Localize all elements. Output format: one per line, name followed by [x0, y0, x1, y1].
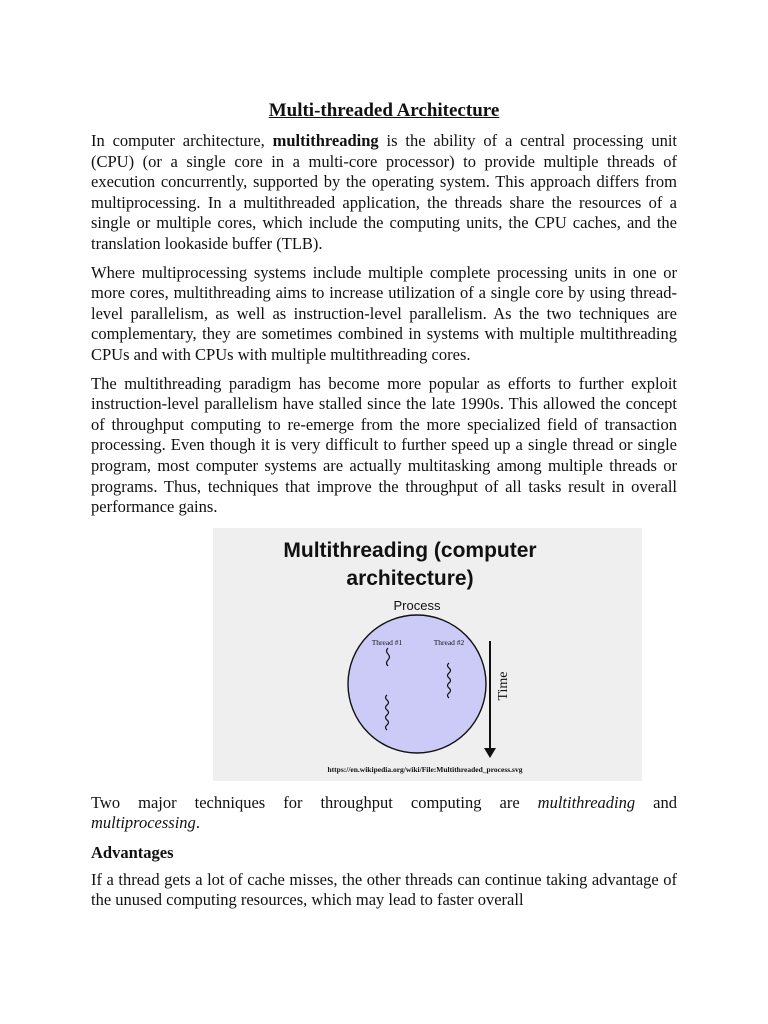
thread1-label: Thread #1 [371, 637, 403, 647]
time-label: Time [496, 671, 511, 701]
paragraph-techniques-end: . [195, 813, 200, 833]
process-label: Process [393, 597, 441, 613]
paragraph-advantages: If a thread gets a lot of cache misses, the other threads can continue taking advantage of the unused computing resources, which may lead to faster overall [91, 869, 677, 910]
paragraph-intro-start: In computer architecture, [91, 131, 273, 150]
multithreading-figure [213, 528, 642, 781]
paragraph-multiprocessing: Where multiprocessing systems include multiple complete processing units in one or more cores, multithreading aims to increase utilization of a single core by using thread-level parallelism, as well as instruction-level parallelism. As the two techniques are complementary, they are sometimes combined in systems with multiple multithreading CPUs and with CPUs with multiple multithreading cores. [91, 262, 677, 364]
figure-source: https://en.wikipedia.org/wiki/File:Multithreaded_process.svg [327, 764, 523, 774]
page-title: Multi-threaded Architecture [268, 100, 500, 121]
term-multithreading-italic: multithreading [537, 792, 636, 812]
paragraph-paradigm: The multithreading paradigm has become more popular as efforts to further exploit instruction-level parallelism have stalled since the late 1990s. This allowed the concept of throughput computing to re-emerge from the more specialized field of transaction processing. Even though it is very difficult to further speed up a single thread or single program, most computer systems are actually multitasking among multiple threads or programs. Thus, techniques that improve the throughput of all tasks result in overall performance gains. [91, 373, 677, 517]
multithreading-diagram [213, 528, 642, 781]
paragraph-techniques-mid: and [635, 792, 678, 812]
paragraph-intro-rest: is the ability of a central processing unit (CPU) (or a single core in a multi-core processor) to provide multiple threads of execution concurrently, supported by the operating system. This approach differs from multiprocessing. In a multithreaded application, the threads share the resources of a single or multiple cores, which include the computing units, the CPU caches, and the translation lookaside buffer (TLB). [91, 131, 677, 253]
figure-title-line1: Multithreading (computer [283, 538, 537, 562]
time-arrow-head [484, 748, 496, 758]
paragraph-techniques-start: Two major techniques for throughput computing are [91, 792, 538, 812]
term-multiprocessing-italic: multiprocessing [91, 813, 196, 833]
thread2-label: Thread #2 [433, 637, 465, 647]
term-multithreading: multithreading [272, 131, 379, 150]
paragraph-techniques [91, 793, 677, 834]
paragraph-intro [91, 131, 677, 255]
figure-title-line2: architecture) [346, 566, 474, 590]
document-content [91, 99, 677, 919]
process-circle [348, 615, 486, 753]
section-heading-advantages: Advantages [91, 842, 174, 862]
